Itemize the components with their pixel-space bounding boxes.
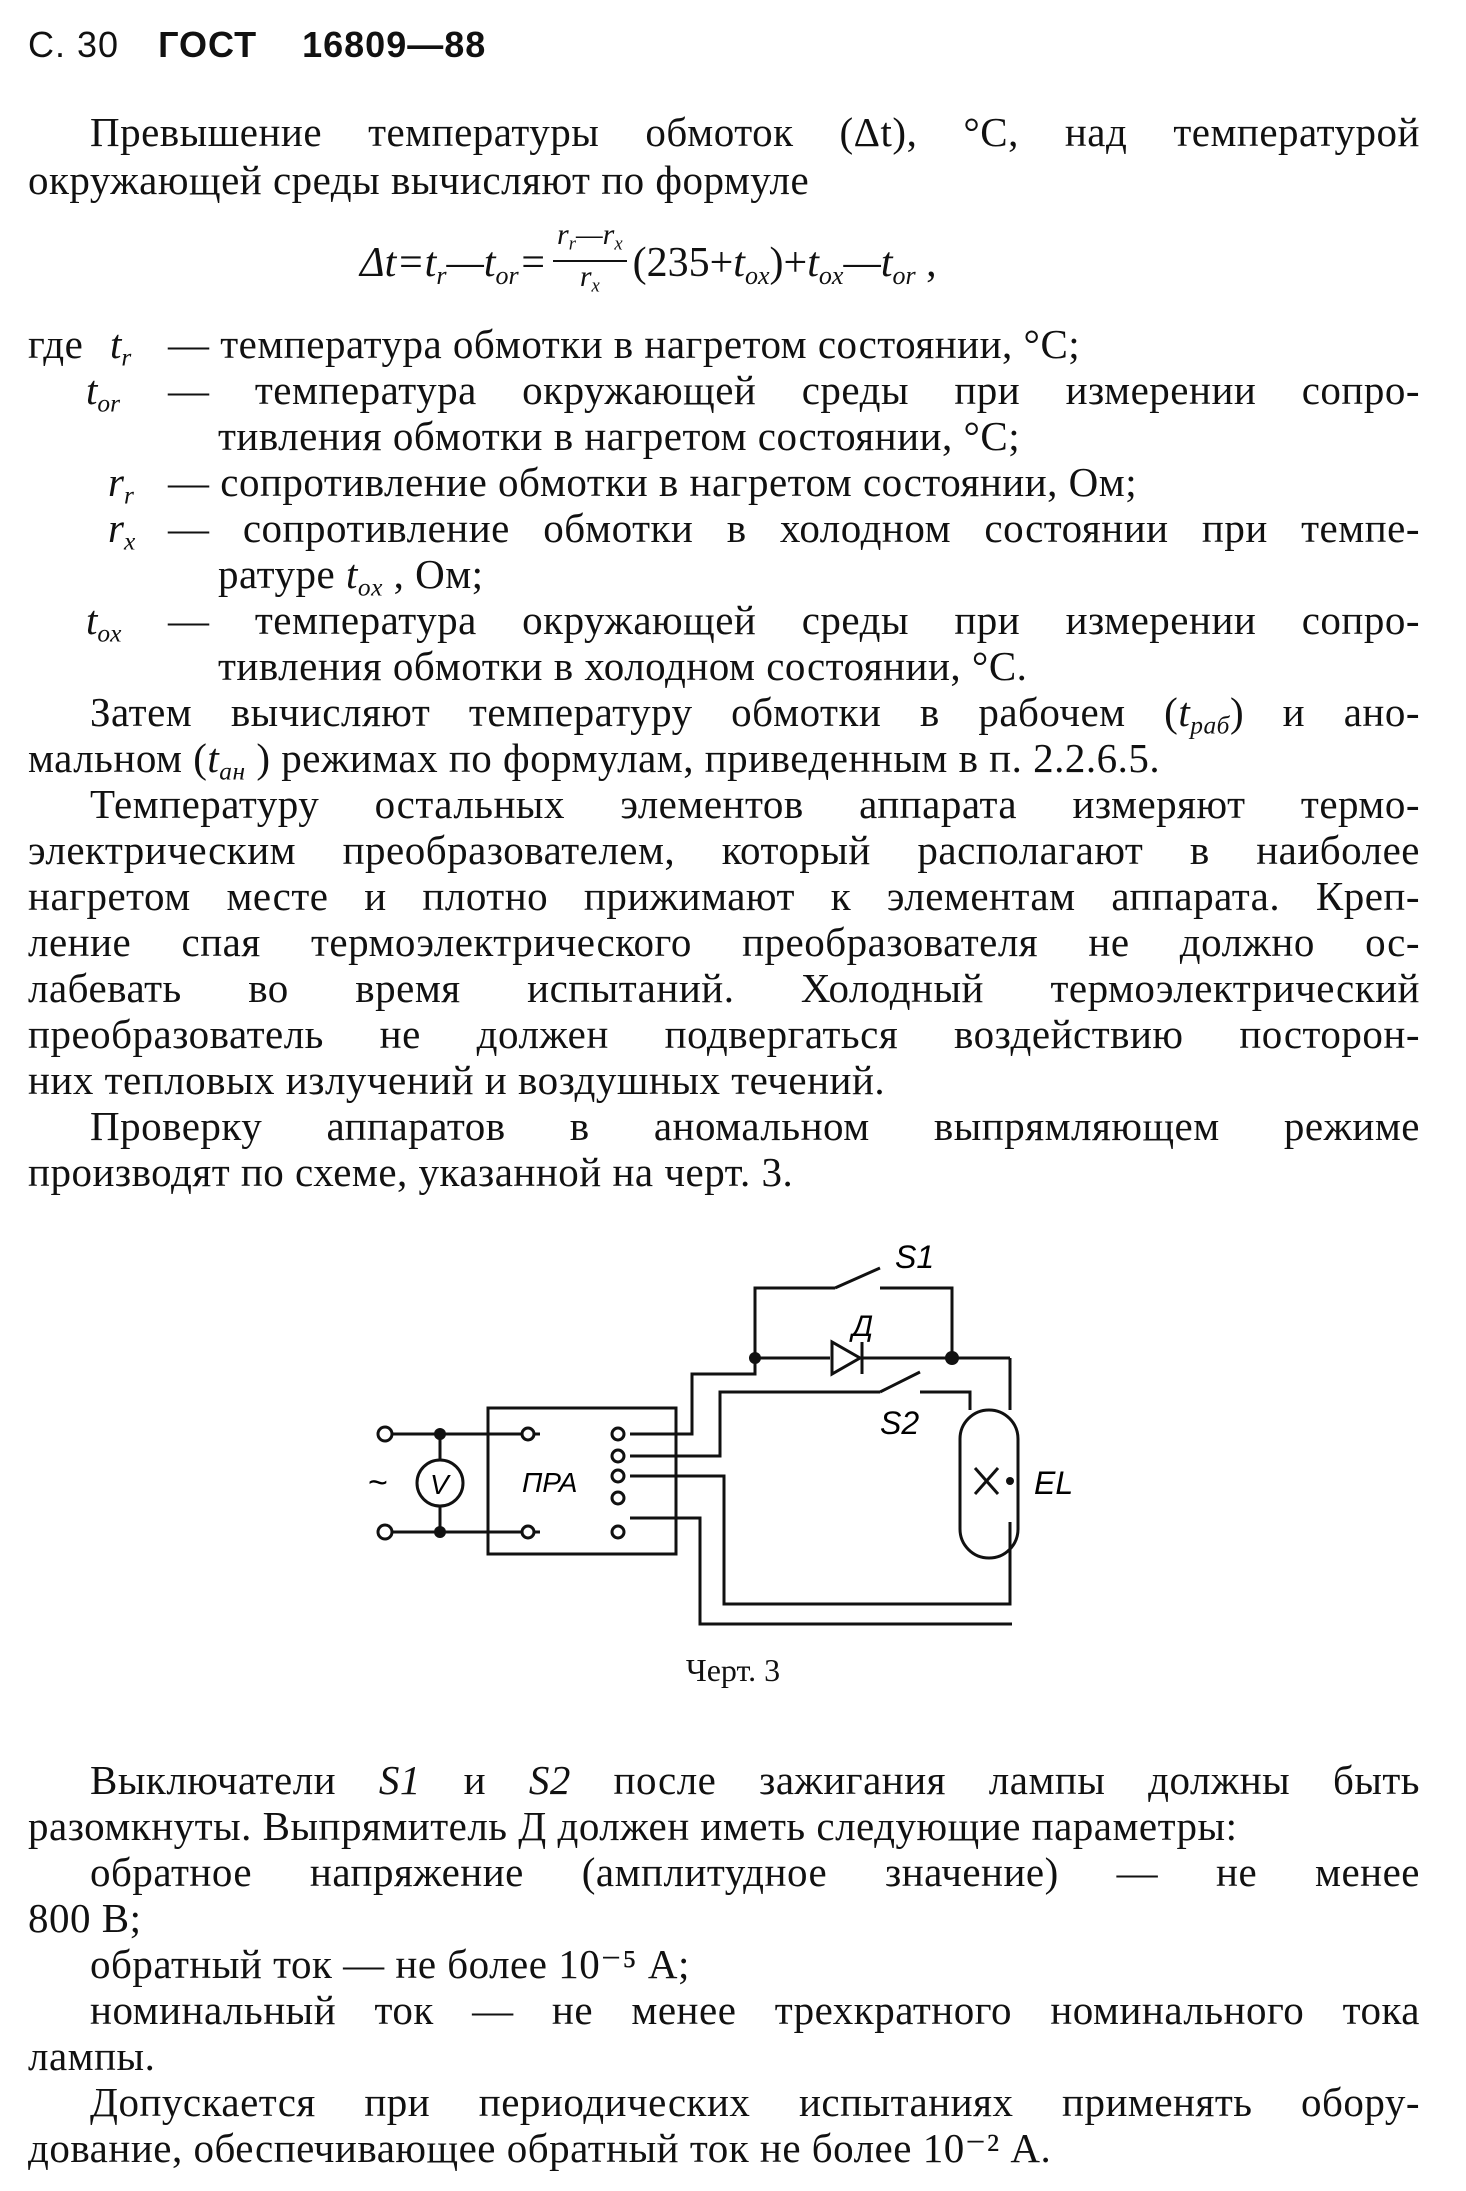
para5-line-1: Выключатели S1 и S2 после зажигания лампы должны быть [90, 1757, 1420, 1803]
standard-label: ГОСТ [158, 24, 258, 65]
def-t-or-cont: тивления обмотки в нагретом состоянии, °С; [218, 413, 1021, 459]
formula-fraction: $\frac{r_r—r_x}{r_x}$ [553, 220, 627, 301]
para3-line-4: ление спая термоэлектрического преобразователя не должно ос- [28, 919, 1420, 965]
para3-line-6: преобразователь не должен подвергаться воздействию посторон- [28, 1011, 1420, 1057]
symbol-r-x: $r_x$ [108, 505, 136, 556]
symbol-r-r: $r_r$ [108, 459, 134, 510]
para3-line-1: Температуру остальных элементов аппарата измеряют термо- [90, 781, 1420, 827]
para4-line-2: производят по схеме, указанной на черт. 3. [28, 1149, 794, 1195]
where-label: где [28, 321, 84, 367]
para3-line-3: нагретом месте и плотно прижимают к элементам аппарата. Креп- [28, 873, 1420, 919]
diode-label: Д [852, 1310, 874, 1343]
def-r-x: — сопротивление обмотки в холодном состоянии при темпе- [168, 505, 1420, 551]
para5-line-8: Допускается при периодических испытаниях применять обору- [90, 2079, 1420, 2125]
para5-line-4: 800 В; [28, 1895, 142, 1941]
def-r-r: — сопротивление обмотки в нагретом состоянии, Ом; [168, 459, 1138, 505]
para5-line-9: дование, обеспечивающее обратный ток не более 10⁻² А. [28, 2125, 1052, 2171]
para5-line-2: разомкнуты. Выпрямитель Д должен иметь следующие параметры: [28, 1803, 1238, 1849]
para5-line-6: номинальный ток — не менее трехкратного номинального тока [90, 1987, 1420, 2033]
formula: $\Delta t=t_r—t_{or}=$ $\frac{r_r—r_x}{r_x}$ $(235+t_{ox})+t_{ox}—t_{or}$ , [360, 226, 937, 307]
def-t-ox: — температура окружающей среды при измерении сопро- [168, 597, 1420, 643]
symbol-t-r: $t_r$ [110, 321, 132, 372]
para5-line-5: обратный ток — не более 10⁻⁵ А; [90, 1941, 690, 1987]
ac-source-label: ~ [368, 1464, 388, 1502]
para5-line-3: обратное напряжение (амплитудное значение) — не менее [90, 1849, 1420, 1895]
para2-line-1: Затем вычисляют температуру обмотки в рабочем $(t_{раб})$ и ано- [90, 689, 1420, 740]
intro-line-1: Превышение температуры обмоток (Δt), °С, над температурой [90, 109, 1420, 155]
voltmeter-label: V [430, 1469, 449, 1500]
intro-line-2: окружающей среды вычисляют по формуле [28, 157, 810, 203]
standard-number: 16809—88 [302, 24, 487, 65]
para2-line-2: мальном ($t_{ан}$ ) режимах по формулам, приведенным в п. 2.2.6.5. [28, 735, 1161, 786]
ballast-label: ПРА [522, 1467, 578, 1498]
para3-line-2: электрическим преобразователем, который располагают в наиболее [28, 827, 1420, 873]
def-t-ox-cont: тивления обмотки в холодном состоянии, °С. [218, 643, 1028, 689]
symbol-t-or: $t_{or}$ [86, 367, 120, 418]
para3-line-7: них тепловых излучений и воздушных течений. [28, 1057, 886, 1103]
para5-line-7: лампы. [28, 2033, 156, 2079]
def-t-r: — температура обмотки в нагретом состоянии, °С; [168, 321, 1081, 367]
def-t-or: — температура окружающей среды при измерении сопро- [168, 367, 1420, 413]
lamp-label: EL [1034, 1465, 1074, 1501]
s2-label: S2 [880, 1405, 920, 1441]
para4-line-1: Проверку аппаратов в аномальном выпрямляющем режиме [90, 1103, 1420, 1149]
s1-label: S1 [895, 1239, 935, 1275]
symbol-t-ox: $t_{ox}$ [86, 597, 122, 648]
para3-line-5: лабевать во время испытаний. Холодный термоэлектрический [28, 965, 1420, 1011]
figure-caption: Черт. 3 [685, 1652, 781, 1688]
page-number: С. 30 [28, 24, 120, 65]
def-r-x-cont: ратуре $t_{ox}$ , Ом; [218, 551, 484, 602]
